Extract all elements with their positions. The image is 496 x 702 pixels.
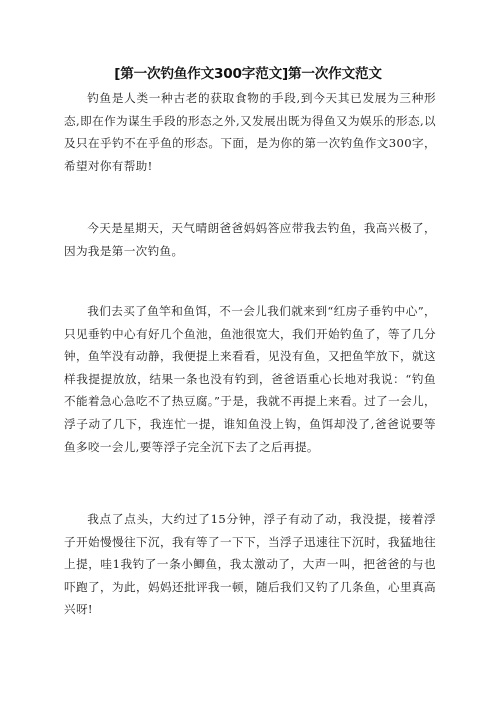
- paragraph-fishing-attempt: 我们去买了鱼竿和鱼饵，不一会儿我们就来到“红房子垂钓中心”，只见垂钓中心有好几个鱼池，鱼池很宽大，我们开始钓鱼了，等了几分钟，鱼竿没有动静，我便提上来看看，见没有鱼，又把鱼竿放下，就这样我提提放放，结果一条也没有钓到，爸爸语重心长地对我说：“钓鱼不能着急心急吃不了热豆腐。”于是，我就不再提上来看。过了一会儿，浮子动了几下，我连忙一提，谁知鱼没上钩，鱼饵却没了,爸爸说要等鱼多咬一会儿,要等浮子完全沉下去了之后再提。: [64, 304, 436, 454]
- paragraph-sunday: 今天是星期天，天气晴朗爸爸妈妈答应带我去钓鱼，我高兴极了，因为我是第一次钓鱼。: [64, 221, 436, 258]
- document-title: [第一次钓鱼作文300字范文]第一次作文范文: [114, 66, 382, 82]
- paragraph-catch: 我点了点头，大约过了15分钟，浮子有动了动，我没提，接着浮子开始慢慢往下沉，我有等了一下下，当浮子迅速往下沉时，我猛地往上提，哇1我钓了一条小鲫鱼，我太激动了，大声一叫，把爸爸的与也吓跑了，为此，妈妈还批评我一顿，随后我们又钓了几条鱼，心里真高兴呀!: [64, 512, 436, 617]
- paragraph-intro: 钓鱼是人类一种古老的获取食物的手段,到今天其已发展为三种形态,即在作为谋生手段的形态之外,又发展出既为得鱼又为娱乐的形态,以及只在乎钓不在乎鱼的形态。下面，是为你的第一次钓鱼作文300字，希望对你有帮助!: [64, 91, 436, 173]
